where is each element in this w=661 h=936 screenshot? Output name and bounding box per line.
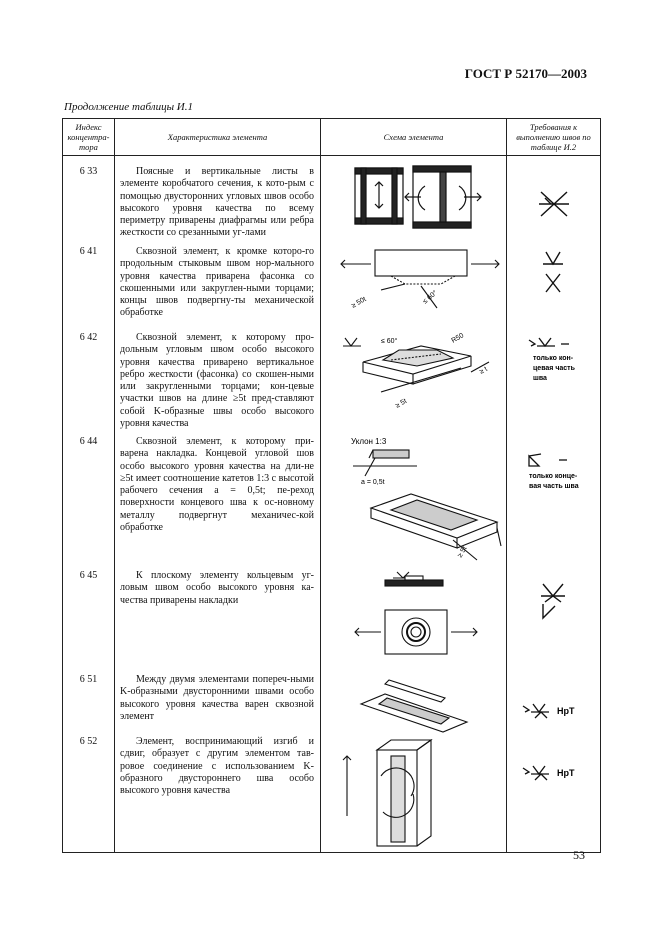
requirement-note: вая часть шва <box>529 483 579 490</box>
table-row <box>63 570 601 674</box>
requirements-6-41 <box>507 246 601 332</box>
table-row <box>63 436 601 570</box>
document-code: ГОСТ Р 52170—2003 <box>464 66 587 81</box>
slope-label: Уклон 1:3 <box>351 437 387 446</box>
row-index: 6 42 <box>63 332 115 436</box>
scheme-6-33 <box>321 156 507 247</box>
row-index: 6 45 <box>63 570 115 674</box>
table-row <box>63 332 601 436</box>
dim-label: ≥ 5t <box>394 397 409 410</box>
dim-label: a = 0,5t <box>361 479 385 486</box>
row-description: Сквозной элемент, к кромке которо-го продольным стыковым швом нор-мального уровня качества приварена фасонка со скошенными или закруглен-ными торцами; концы швов подвергну-ты механической обработке <box>115 246 321 332</box>
scheme-6-52 <box>321 736 507 853</box>
requirements-6-44 <box>507 436 601 570</box>
requirement-note: шва <box>533 375 547 382</box>
scheme-6-44 <box>321 436 507 570</box>
weld-symbol-icon <box>507 332 601 436</box>
dim-label: ≥ t <box>478 365 489 376</box>
page-number: 53 <box>573 848 585 862</box>
row-description: Элемент, воспринимающий изгиб и сдвиг, образует с другим элементом тав-ровое соединение с использованием K-образного двустороннего шва особо высокого уровня качества <box>115 736 321 853</box>
requirement-note: только конце- <box>529 473 578 480</box>
dim-label: R50 <box>450 332 466 345</box>
weld-symbol-icon <box>507 156 601 246</box>
row-description: Сквозной элемент, к которому при-варена накладка. Концевой угловой шов особо высокого уровня качества на дли-не ≥5t имеет соотношение катетов 1:3 с высотой рабочего сечения a = 0,5t; пе-реход поверхности концевого шва к ос-новному металлу подвергнут механичес-кой обработке <box>115 436 321 570</box>
requirements-6-42 <box>507 332 601 436</box>
concentrator-table <box>62 118 601 853</box>
box-section-diagram <box>321 156 507 246</box>
dim-label: ≤ 60° <box>421 289 439 306</box>
row-index: 6 51 <box>63 674 115 736</box>
dim-label: ≤ 60° <box>381 338 398 345</box>
requirements-6-52 <box>507 736 601 853</box>
requirements-6-45 <box>507 570 601 674</box>
table-row <box>63 246 601 332</box>
row-index: 6 33 <box>63 156 115 247</box>
weld-symbol-icon <box>507 736 601 852</box>
requirements-6-51 <box>507 674 601 736</box>
row-description: К плоскому элементу кольцевым уг-ловым швом особо высокого уровня ка-чества приварены накладки <box>115 570 321 674</box>
row-index: 6 41 <box>63 246 115 332</box>
requirement-note: НрТ <box>557 706 575 716</box>
table-header-row <box>63 119 601 156</box>
weld-symbol-icon <box>507 436 601 570</box>
table-row <box>63 674 601 736</box>
scheme-6-51 <box>321 674 507 736</box>
row-description: Сквозной элемент, к которому про-дольным угловым швом особо высокого уровня качества приварено вертикальное ребро жесткости (фасонка) со скошен-ными или закругленными торцами; кон-цевые участки швов на длине ≥5t пред-ставляют собой K-образные швы особо высокого уровня качества <box>115 332 321 436</box>
dim-label: ≥ 50t <box>350 295 368 310</box>
scheme-6-41 <box>321 246 507 332</box>
stiffener-diagram <box>321 332 507 436</box>
col-header-index: Индекс концентра-тора <box>63 119 115 156</box>
weld-symbol-icon <box>507 570 601 674</box>
table-row <box>63 736 601 853</box>
scheme-6-45 <box>321 570 507 674</box>
cover-plate-diagram <box>321 436 507 570</box>
t-joint-diagram <box>321 736 507 852</box>
weld-symbol-icon <box>507 246 601 332</box>
col-header-description: Характеристика элемента <box>115 119 321 156</box>
gusset-butt-weld-diagram <box>321 246 507 332</box>
k-weld-diagram <box>321 674 507 736</box>
table-continuation-caption: Продолжение таблицы И.1 <box>64 101 193 113</box>
col-header-requirements: Требования к выполнению швов по таблице И.2 <box>507 119 601 156</box>
dim-label: ≥ 5t <box>456 545 469 559</box>
requirement-note: цевая часть <box>533 365 575 372</box>
row-index: 6 52 <box>63 736 115 853</box>
table-row <box>63 156 601 247</box>
weld-symbol-icon <box>507 674 601 736</box>
col-header-scheme: Схема элемента <box>321 119 507 156</box>
requirements-6-33 <box>507 156 601 247</box>
row-index: 6 44 <box>63 436 115 570</box>
row-description: Между двумя элементами попереч-ными K-образными двусторонними швами особо высокого уровня качества варен сквозной элемент <box>115 674 321 736</box>
row-description: Поясные и вертикальные листы в элементе коробчатого сечения, к кото-рым с помощью двусторонних угловых швов особо высокого уровня качества по всему периметру приварены диафрагмы или ребра жесткости со срезанными уг-лами <box>115 156 321 247</box>
requirement-note: НрТ <box>557 768 575 778</box>
scheme-6-42 <box>321 332 507 436</box>
requirement-note: только кон- <box>533 355 574 362</box>
ring-weld-diagram <box>321 570 507 674</box>
